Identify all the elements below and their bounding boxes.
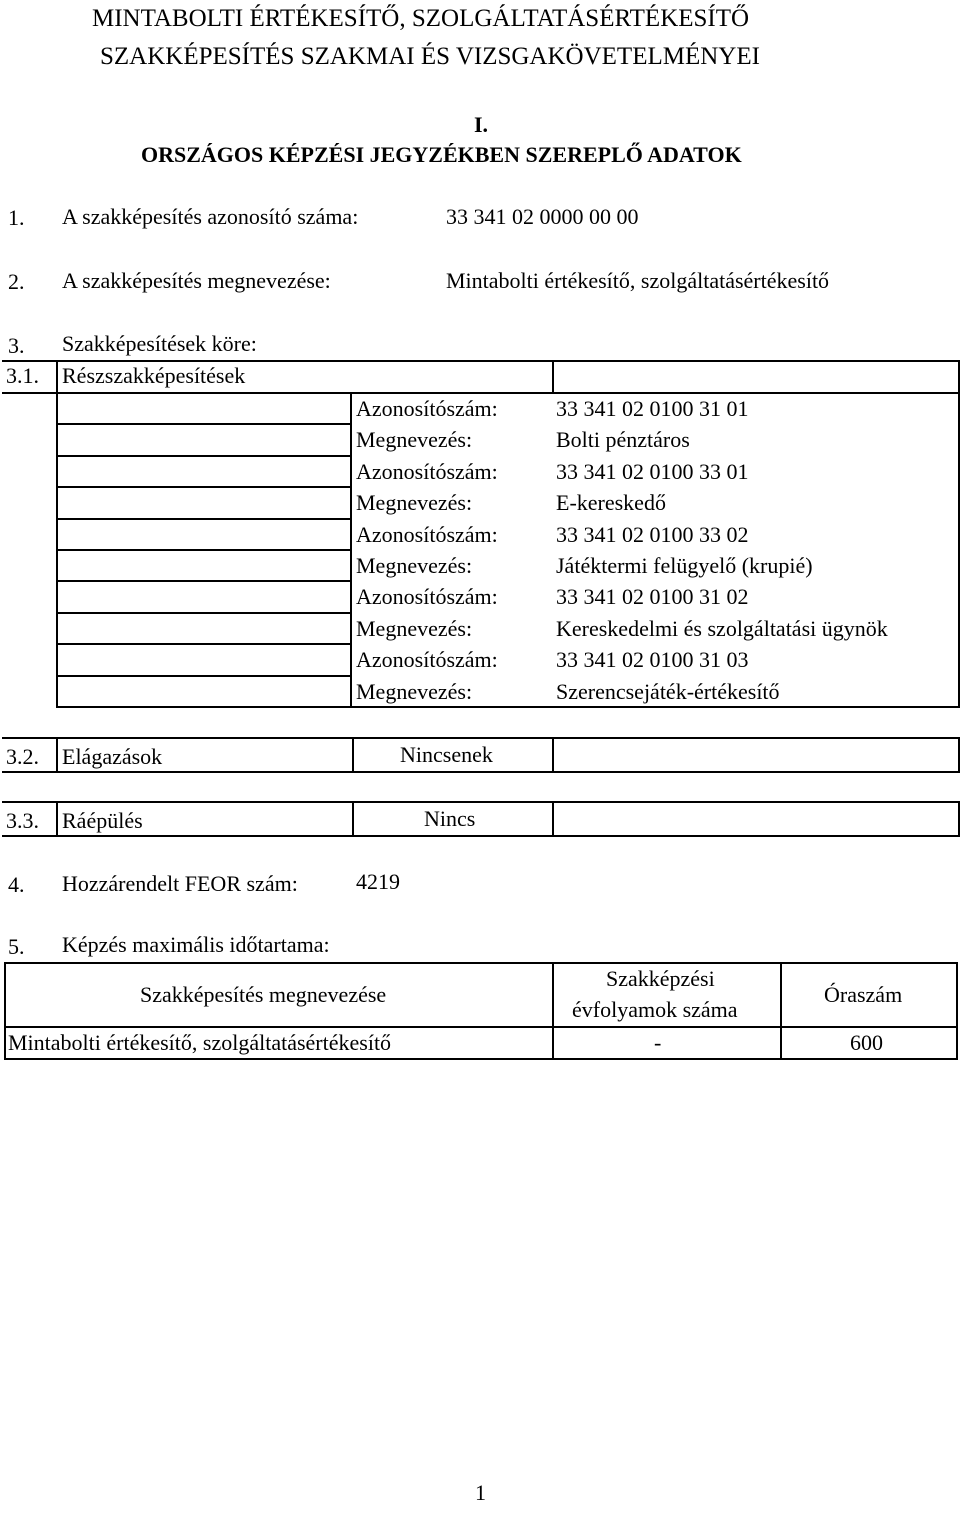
item-3-3-value: Nincs: [424, 806, 476, 831]
partial-key: Azonosítószám:: [356, 647, 498, 673]
item-3-2-number: 3.2.: [6, 744, 39, 769]
item-2-label: A szakképesítés megnevezése:: [62, 268, 331, 293]
item-4-number: 4.: [8, 872, 25, 897]
partial-row-rule: [56, 455, 352, 457]
item-5-number: 5.: [8, 934, 25, 959]
partial-row-rule: [56, 643, 352, 645]
page-number: 1: [475, 1480, 486, 1505]
duration-header-name: Szakképesítés megnevezése: [140, 982, 387, 1007]
partial-value: 33 341 02 0100 31 02: [556, 584, 749, 610]
partial-key: Megnevezés:: [356, 490, 473, 516]
partial-key: Azonosítószám:: [356, 584, 498, 610]
item-4-value: 4219: [356, 869, 400, 894]
partial-key: Megnevezés:: [356, 615, 473, 641]
branching-label-rule: [2, 771, 352, 773]
partial-row-rule: [56, 580, 352, 582]
item-3-2-value: Nincsenek: [400, 742, 493, 767]
partial-value: 33 341 02 0100 33 01: [556, 458, 749, 484]
document-title-line2: SZAKKÉPESÍTÉS SZAKMAI ÉS VIZSGAKÖVETELMÉNYEI: [100, 43, 760, 70]
build-on-divider: [352, 801, 354, 837]
partial-value: E-kereskedő: [556, 490, 666, 516]
partial-key: Azonosítószám:: [356, 396, 498, 421]
item-4-label: Hozzárendelt FEOR szám:: [62, 871, 298, 896]
partial-row-rule: [56, 675, 352, 677]
item-1-number: 1.: [8, 205, 25, 230]
section-roman-number: I.: [474, 112, 489, 137]
partial-row-rule: [56, 612, 352, 614]
build-on-left-edge: [56, 801, 58, 837]
document-title-line1: MINTABOLTI ÉRTÉKESÍTŐ, SZOLGÁLTATÁSÉRTÉKESÍTŐ: [92, 5, 750, 32]
partial-value: 33 341 02 0100 33 02: [556, 521, 749, 547]
partial-row-rule: [56, 486, 352, 488]
partial-key: Megnevezés:: [356, 678, 473, 704]
build-on-divider-2: [552, 801, 554, 837]
partial-row-rule: [56, 518, 352, 520]
partial-row-rule: [56, 706, 352, 708]
partial-value: Kereskedelmi és szolgáltatási ügynök: [556, 615, 888, 641]
item-3-1-number: 3.1.: [6, 363, 39, 388]
item-5-label: Képzés maximális időtartama:: [62, 932, 330, 957]
build-on-row-top-rule: [2, 801, 958, 803]
branching-left-edge: [56, 737, 58, 773]
build-on-row-bottom-rule: [2, 835, 958, 837]
partial-key: Megnevezés:: [356, 553, 473, 578]
item-2-number: 2.: [8, 269, 25, 294]
duration-row-name: Mintabolti értékesítő, szolgáltatásértékesítő: [8, 1030, 392, 1055]
partial-value: Szerencsejáték-értékesítő: [556, 678, 780, 704]
duration-row-years-cell: [552, 1026, 782, 1060]
partial-value: Bolti pénztáros: [556, 427, 690, 453]
item-2-value: Mintabolti értékesítő, szolgáltatásértékesítő: [446, 268, 830, 293]
item-3-3-number: 3.3.: [6, 808, 39, 833]
item-1-label: A szakképesítés azonosító száma:: [62, 204, 359, 229]
branching-row-divider: [352, 737, 354, 773]
item-3-1-label: Részszakképesítések: [62, 363, 246, 388]
branching-row-divider-2: [552, 737, 554, 773]
duration-header-years-line2: évfolyamok száma: [572, 997, 738, 1022]
branching-row-top-rule: [352, 737, 958, 739]
branching-label-top-rule: [2, 737, 352, 739]
section-heading: ORSZÁGOS KÉPZÉSI JEGYZÉKBEN SZEREPLŐ ADATOK: [141, 142, 742, 167]
item-3-3-label: Ráépülés: [62, 808, 143, 833]
partial-value: 33 341 02 0100 31 01: [556, 396, 749, 421]
item-3-label: Szakképesítések köre:: [62, 331, 257, 356]
duration-header-years-line1: Szakképzési: [606, 966, 715, 991]
partial-key: Megnevezés:: [356, 427, 473, 453]
item-1-value: 33 341 02 0000 00 00: [446, 204, 639, 229]
duration-row-years: -: [654, 1030, 662, 1055]
partial-key: Azonosítószám:: [356, 458, 498, 484]
duration-row-hours: 600: [850, 1030, 883, 1055]
partial-row-rule: [56, 549, 352, 551]
partial-value: Játéktermi felügyelő (krupié): [556, 553, 813, 578]
item-3-2-label: Elágazások: [62, 744, 163, 769]
partial-row-rule: [56, 423, 352, 425]
item-3-number: 3.: [8, 333, 25, 358]
branching-row-bottom-rule: [352, 771, 958, 773]
partial-value: 33 341 02 0100 31 03: [556, 647, 749, 673]
duration-header-hours: Óraszám: [824, 982, 903, 1007]
partial-key: Azonosítószám:: [356, 521, 498, 547]
